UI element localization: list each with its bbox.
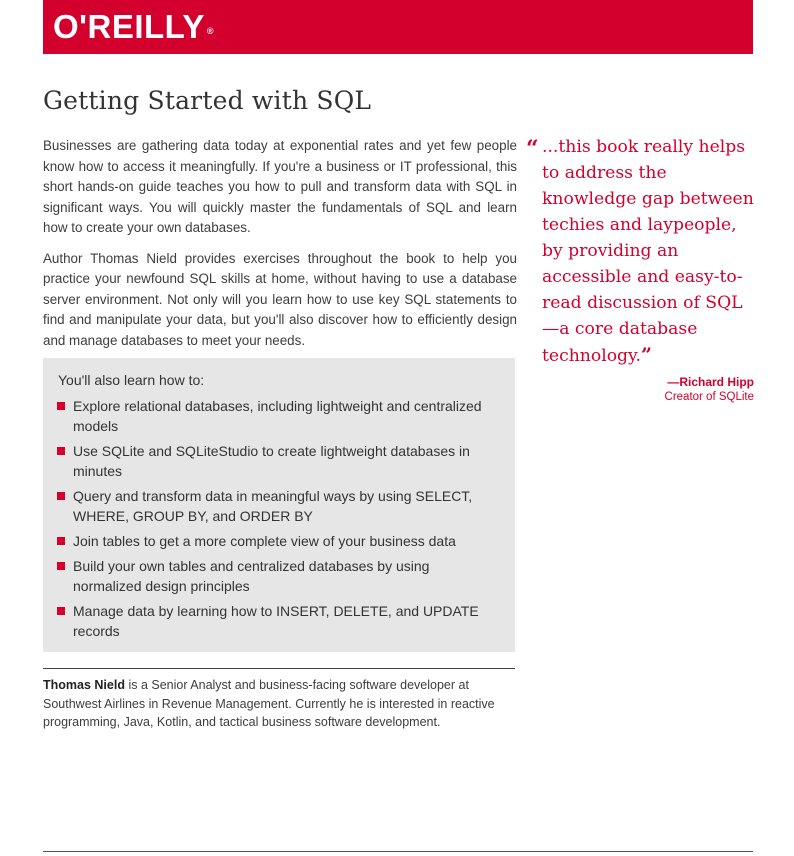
bullet-square-icon (57, 492, 65, 500)
quote-author: —Richard Hipp (667, 375, 754, 389)
bullet-square-icon (57, 562, 65, 570)
learn-list-item: Use SQLite and SQLiteStudio to create lightweight databases in minutes (57, 441, 497, 481)
learn-box (43, 358, 515, 652)
learn-list-item: Build your own tables and centralized databases by using normalized design principles (57, 556, 497, 596)
learn-list-item: Join tables to get a more complete view of your business data (57, 531, 497, 551)
author-bio: Thomas Nield is a Senior Analyst and business-facing software developer at Southwest Airlines in Revenue Management. Currently he is interested in reactive programming, Java, Kotlin, and tactical business software development. (43, 678, 495, 729)
section-divider (43, 668, 515, 669)
bullet-square-icon (57, 402, 65, 410)
bullet-square-icon (57, 537, 65, 545)
learn-list-item: Query and transform data in meaningful ways by using SELECT, WHERE, GROUP BY, and ORDER BY (57, 486, 497, 526)
oreilly-banner (43, 0, 753, 54)
quote-text: ...this book really helps to address the knowledge gap between techies and laypeople, by providing an accessible and easy-to-read discussion of SQL—a core database technology.” (542, 137, 754, 366)
endorsement-quote (528, 134, 754, 403)
page-title: Getting Started with SQL (43, 86, 372, 115)
description-paragraph: Author Thomas Nield provides exercises throughout the book to help you practice your newfound SQL skills at home, without having to use a database server environment. Not only will you learn how to use key SQL statements to find and manipulate your data, but you'll also discover how to efficiently design and manage databases to meet your needs. (43, 250, 517, 348)
description-paragraph: Businesses are gathering data today at exponential rates and yet few people know how to access it meaningfully. If you're a business or IT professional, this short hands-on guide teaches you how to pull and transform data with SQL in significant ways. You will quickly master the fundamentals of SQL and learn how to create your own databases. (43, 138, 517, 235)
oreilly-logo[interactable]: O'REILLY ® (53, 8, 214, 45)
bullet-square-icon (57, 607, 65, 615)
quote-author-role: Creator of SQLite (664, 391, 754, 403)
open-quote-mark: “ (526, 136, 539, 162)
bullet-square-icon (57, 447, 65, 455)
quote-attribution (542, 375, 754, 403)
learn-list (57, 396, 497, 646)
learn-heading: You'll also learn how to: (58, 372, 205, 388)
learn-list-item: Manage data by learning how to INSERT, DELETE, and UPDATE records (57, 601, 497, 641)
footer-divider (43, 851, 753, 852)
book-description (43, 136, 517, 361)
registered-mark: ® (206, 26, 214, 36)
learn-list-item: Explore relational databases, including lightweight and centralized models (57, 396, 497, 436)
close-quote-mark: ” (640, 344, 652, 366)
author-name: Thomas Nield (43, 678, 125, 692)
